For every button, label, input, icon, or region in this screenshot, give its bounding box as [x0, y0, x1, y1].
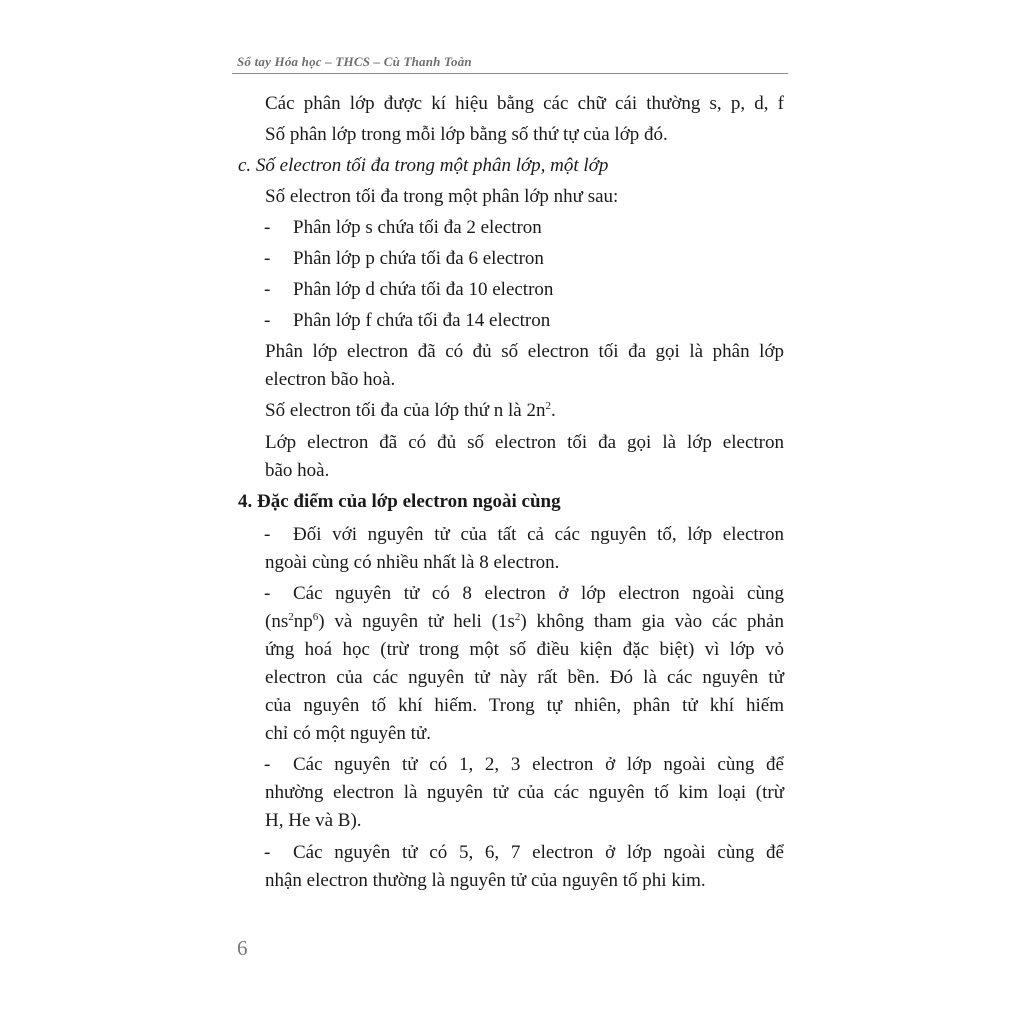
list-item: Phân lớp f chứa tối đa 14 electron [293, 310, 551, 331]
para-line: Các phân lớp được kí hiệu bằng các chữ cái thường s, p, d, f [265, 93, 784, 114]
para-line: Số phân lớp trong mỗi lớp bằng số thứ tự của lớp đó. [265, 124, 668, 145]
bullet-dash: - [264, 583, 271, 604]
section-heading-c: c. Số electron tối đa trong một phân lớp, một lớp [238, 155, 609, 176]
superscript: 2 [288, 611, 294, 623]
para-line: của nguyên tố khí hiếm. Trong tự nhiên, phân tử khí hiếm [265, 695, 784, 716]
header-rule [232, 73, 788, 74]
list-dash: - [264, 310, 271, 331]
list-item: Phân lớp s chứa tối đa 2 electron [293, 217, 542, 238]
page-number: 6 [237, 936, 248, 960]
bullet-dash: - [264, 524, 271, 545]
formula-text: (ns [265, 611, 289, 632]
list-item: Phân lớp d chứa tối đa 10 electron [293, 279, 554, 300]
para-line: H, He và B). [265, 810, 362, 831]
para-line: Đối với nguyên tử của tất cả các nguyên tố, lớp electron [293, 524, 784, 545]
bullet-dash: - [264, 754, 271, 775]
para-line: bão hoà. [265, 460, 330, 481]
list-item: Phân lớp p chứa tối đa 6 electron [293, 248, 544, 269]
para-line: Phân lớp electron đã có đủ số electron tối đa gọi là phân lớp [265, 341, 784, 362]
list-dash: - [264, 248, 271, 269]
formula-text: ) không tham gia vào các phản [520, 611, 784, 632]
formula-text: np [293, 611, 313, 632]
formula-text: Số electron tối đa của lớp thứ n là 2n [265, 400, 546, 421]
para-line: Lớp electron đã có đủ số electron tối đa gọi là lớp electron [265, 432, 784, 453]
superscript: 6 [312, 611, 319, 623]
para-line [265, 400, 556, 422]
para-line: ứng hoá học (trừ trong một số điều kiện đặc biệt) vì lớp vỏ [265, 639, 784, 660]
section-heading-4: 4. Đặc điểm của lớp electron ngoài cùng [238, 491, 561, 512]
para-line: electron bão hoà. [265, 369, 396, 390]
para-line: Các nguyên tử có 8 electron ở lớp electron ngoài cùng [293, 583, 784, 604]
para-line: Số electron tối đa trong một phân lớp như sau: [265, 186, 619, 207]
formula-text: ) và nguyên tử heli (1s [318, 611, 515, 632]
para-line: electron của các nguyên tử này rất bền. Đó là các nguyên tử [265, 667, 784, 688]
running-header: Sổ tay Hóa học – THCS – Cù Thanh Toàn [237, 54, 472, 69]
superscript: 2 [545, 400, 551, 412]
formula-text: . [550, 400, 556, 421]
bullet-dash: - [264, 842, 271, 863]
superscript: 2 [514, 611, 521, 623]
list-dash: - [264, 217, 271, 238]
para-line: nhận electron thường là nguyên tử của nguyên tố phi kim. [265, 870, 706, 891]
para-line: ngoài cùng có nhiều nhất là 8 electron. [265, 552, 560, 573]
para-line: chỉ có một nguyên tử. [265, 723, 431, 744]
para-line: Các nguyên tử có 5, 6, 7 electron ở lớp ngoài cùng để [293, 842, 784, 863]
para-line: Các nguyên tử có 1, 2, 3 electron ở lớp ngoài cùng để [293, 754, 784, 775]
list-dash: - [264, 279, 271, 300]
para-line [265, 611, 784, 633]
para-line: nhường electron là nguyên tử của các nguyên tố kim loại (trừ [265, 782, 784, 803]
